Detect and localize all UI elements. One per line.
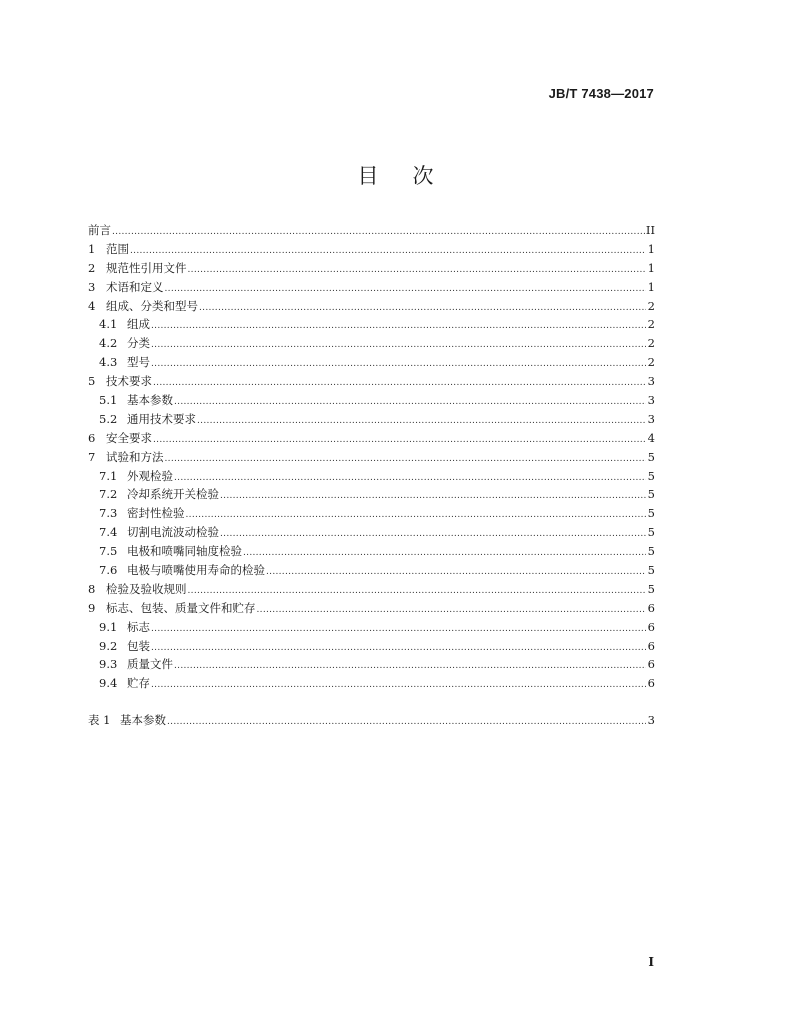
toc-entry[interactable] xyxy=(88,523,655,542)
toc-entry-number: 4.1 xyxy=(99,317,118,332)
title-char-1: 目 xyxy=(357,164,379,188)
toc-entry[interactable] xyxy=(88,429,655,448)
toc-entry-page: 2 xyxy=(647,336,655,351)
toc-entry-number: 9 xyxy=(88,600,96,615)
toc-entry-label: 组成、分类和型号 xyxy=(106,298,198,313)
dot-leader xyxy=(199,297,646,318)
toc-entry[interactable] xyxy=(88,278,655,297)
dot-leader xyxy=(151,334,646,355)
dot-leader xyxy=(130,240,646,261)
toc-entry-number: 7.5 xyxy=(99,544,118,559)
toc-entry-label: 电极和喷嘴同轴度检验 xyxy=(127,544,242,559)
toc-entry-page: 5 xyxy=(647,581,655,596)
toc-entry-number: 7.6 xyxy=(99,563,118,578)
dot-leader xyxy=(188,259,647,280)
toc-entry[interactable] xyxy=(88,448,655,467)
toc-entry-number: 9.3 xyxy=(99,657,118,672)
dot-leader xyxy=(167,711,646,732)
toc-entry-number: 8 xyxy=(88,581,96,596)
toc-entry-number: 表 1 xyxy=(88,713,111,728)
toc-entry[interactable] xyxy=(88,674,655,693)
toc-entry-page: 2 xyxy=(647,298,655,313)
toc-entry-number: 5 xyxy=(88,374,96,389)
toc-entry-page: 6 xyxy=(647,619,655,634)
toc-entry-number: 7 xyxy=(88,449,96,464)
toc-entry-label: 基本参数 xyxy=(120,713,166,728)
dot-leader xyxy=(151,674,646,695)
toc-entry-number: 9.1 xyxy=(99,619,118,634)
toc-entry[interactable] xyxy=(88,561,655,580)
toc-entry-label: 型号 xyxy=(127,355,150,370)
toc-entry[interactable] xyxy=(88,618,655,637)
toc-entry-label: 范围 xyxy=(106,241,129,256)
toc-entry[interactable] xyxy=(88,240,655,259)
toc-entry-page: 2 xyxy=(647,355,655,370)
dot-leader xyxy=(174,391,646,412)
toc-entry-label: 通用技术要求 xyxy=(127,411,196,426)
toc-entry-label: 分类 xyxy=(127,336,150,351)
toc-entry[interactable] xyxy=(88,599,655,618)
toc-entry-label: 安全要求 xyxy=(106,430,152,445)
dot-leader xyxy=(165,448,647,469)
toc-entry-label: 密封性检验 xyxy=(127,506,185,521)
dot-leader xyxy=(220,523,646,544)
table-of-contents xyxy=(88,221,655,730)
toc-entry[interactable] xyxy=(88,353,655,372)
dot-leader xyxy=(243,542,646,563)
title-char-2: 次 xyxy=(412,164,434,188)
dot-leader xyxy=(151,353,646,374)
toc-entry-label: 组成 xyxy=(127,317,150,332)
toc-entry-label: 电极与喷嘴使用寿命的检验 xyxy=(127,563,265,578)
toc-entry[interactable] xyxy=(88,410,655,429)
toc-entry-label: 基本参数 xyxy=(127,393,173,408)
toc-entry-page: 4 xyxy=(647,430,655,445)
toc-entry-number: 7.1 xyxy=(99,468,118,483)
toc-entry[interactable] xyxy=(88,485,655,504)
toc-entry[interactable] xyxy=(88,655,655,674)
toc-entry-label: 贮存 xyxy=(127,676,150,691)
toc-entry-number: 7.4 xyxy=(99,525,118,540)
toc-entry-page: 1 xyxy=(647,241,655,256)
page-number: I xyxy=(648,955,654,969)
toc-entry[interactable] xyxy=(88,580,655,599)
dot-leader xyxy=(153,429,646,450)
dot-leader xyxy=(112,221,645,242)
toc-entry-page: II xyxy=(645,223,655,237)
dot-leader xyxy=(220,485,646,506)
toc-entry-label: 包装 xyxy=(127,638,150,653)
toc-entry-number: 4.2 xyxy=(99,336,118,351)
toc-entry[interactable] xyxy=(88,221,655,240)
toc-entry-number: 6 xyxy=(88,430,96,445)
toc-entry[interactable] xyxy=(88,467,655,486)
toc-entry-number: 5.1 xyxy=(99,393,118,408)
toc-entry[interactable] xyxy=(88,504,655,523)
toc-entry-number: 4 xyxy=(88,298,96,313)
toc-entry[interactable] xyxy=(88,259,655,278)
toc-entry-label: 规范性引用文件 xyxy=(106,260,187,275)
toc-entry-page: 5 xyxy=(647,449,655,464)
dot-leader xyxy=(266,561,646,582)
toc-entry[interactable] xyxy=(88,315,655,334)
toc-entry[interactable] xyxy=(88,391,655,410)
toc-entry-page: 5 xyxy=(647,544,655,559)
toc-entry-number: 7.2 xyxy=(99,487,118,502)
toc-entry-page: 3 xyxy=(647,713,655,728)
dot-leader xyxy=(151,315,646,336)
dot-leader xyxy=(174,467,646,488)
toc-entry-label: 切割电流波动检验 xyxy=(127,525,219,540)
toc-entry-number: 7.3 xyxy=(99,506,118,521)
dot-leader xyxy=(197,410,646,431)
toc-entry[interactable] xyxy=(88,637,655,656)
toc-entry-label: 试验和方法 xyxy=(106,449,164,464)
toc-entry-page: 3 xyxy=(647,411,655,426)
toc-entry-page: 5 xyxy=(647,563,655,578)
toc-entry-page: 5 xyxy=(647,487,655,502)
toc-entry-page: 6 xyxy=(647,676,655,691)
toc-entry-page: 5 xyxy=(647,506,655,521)
toc-entry-page: 2 xyxy=(647,317,655,332)
toc-entry-number: 4.3 xyxy=(99,355,118,370)
standard-code: JB/T 7438—2017 xyxy=(548,86,654,101)
toc-entry-page: 6 xyxy=(647,638,655,653)
toc-entry-label: 外观检验 xyxy=(127,468,173,483)
toc-entry-page: 6 xyxy=(647,657,655,672)
toc-entry[interactable] xyxy=(88,334,655,353)
toc-table-entry[interactable] xyxy=(88,711,655,730)
dot-leader xyxy=(186,504,647,525)
toc-entry-page: 1 xyxy=(647,279,655,294)
toc-entry-page: 5 xyxy=(647,468,655,483)
page-title xyxy=(0,160,791,190)
toc-entry[interactable] xyxy=(88,297,655,316)
toc-entry-label: 检验及验收规则 xyxy=(106,581,187,596)
toc-entry-page: 6 xyxy=(647,600,655,615)
toc-entry-page: 3 xyxy=(647,393,655,408)
toc-entry-label: 质量文件 xyxy=(127,657,173,672)
dot-leader xyxy=(151,618,646,639)
dot-leader xyxy=(188,580,647,601)
toc-entry[interactable] xyxy=(88,542,655,561)
toc-entry-label: 前言 xyxy=(88,223,111,237)
dot-leader xyxy=(153,372,646,393)
toc-entry-number: 3 xyxy=(88,279,96,294)
toc-entry-label: 冷却系统开关检验 xyxy=(127,487,219,502)
toc-entry-page: 1 xyxy=(647,260,655,275)
toc-entry-page: 5 xyxy=(647,525,655,540)
dot-leader xyxy=(174,655,646,676)
toc-entry-label: 技术要求 xyxy=(106,374,152,389)
toc-entry-number: 2 xyxy=(88,260,96,275)
toc-entry[interactable] xyxy=(88,372,655,391)
toc-entry-number: 9.4 xyxy=(99,676,118,691)
toc-entry-label: 标志 xyxy=(127,619,150,634)
dot-leader xyxy=(257,599,647,620)
toc-entry-number: 9.2 xyxy=(99,638,118,653)
toc-entry-label: 标志、包装、质量文件和贮存 xyxy=(106,600,256,615)
toc-entry-number: 5.2 xyxy=(99,411,118,426)
toc-entry-page: 3 xyxy=(647,374,655,389)
toc-entry-label: 术语和定义 xyxy=(106,279,164,294)
dot-leader xyxy=(165,278,647,299)
toc-entry-number: 1 xyxy=(88,241,96,256)
dot-leader xyxy=(151,637,646,658)
